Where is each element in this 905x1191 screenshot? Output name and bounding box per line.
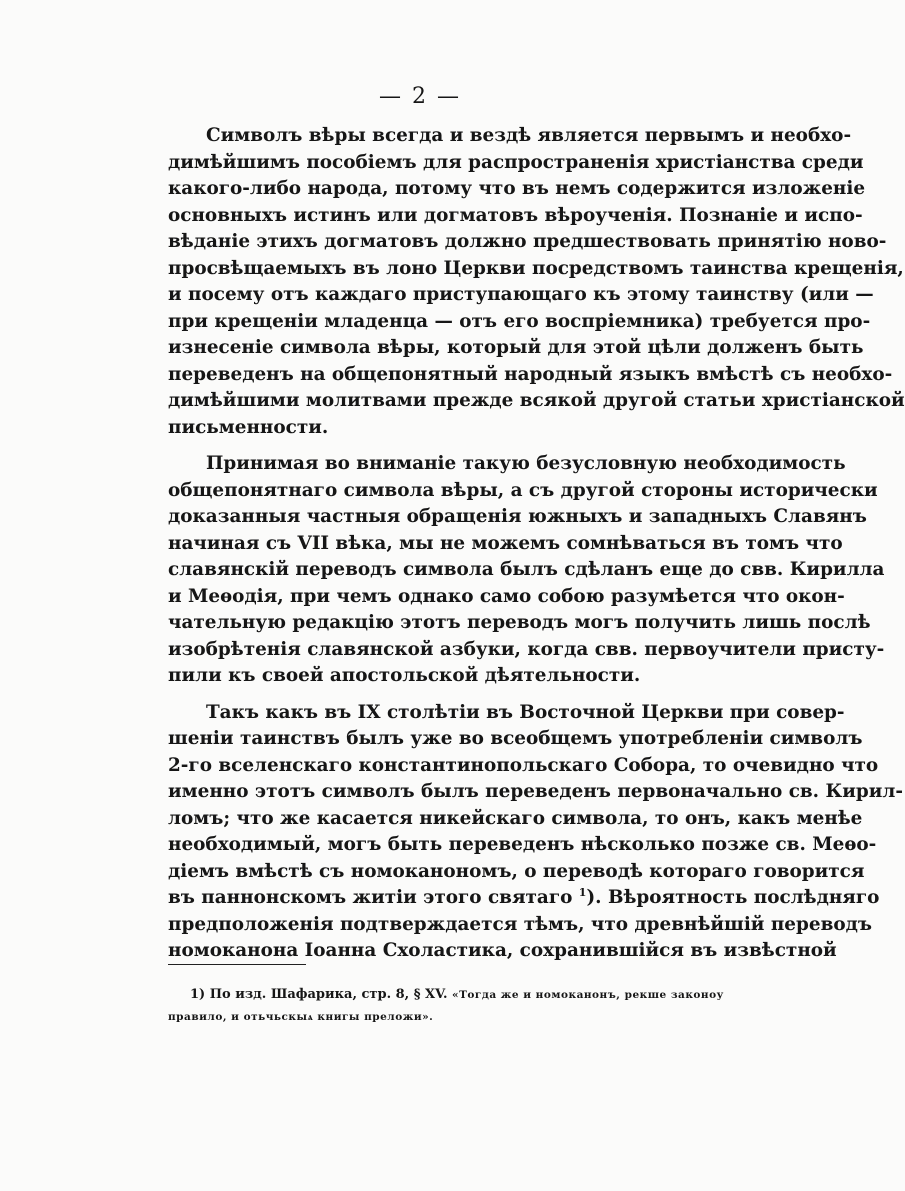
text-line: необходимый, могъ быть переведенъ нѣсколько позже св. Меѳо- [168,834,877,855]
text-line: общепонятнаго символа вѣры, а съ другой стороны исторически [168,479,878,501]
text-line: Принимая во вниманіе такую безусловную необходимость [206,453,846,474]
text-line: при крещеніи младенца — отъ его воспріемника) требуется про- [168,310,871,332]
text-line: славянскій переводъ символа былъ сдѣланъ еще до свв. Кирилла [168,559,885,580]
footnote-marker[interactable]: 1 [578,885,587,899]
page-number: — 2 — [379,84,461,109]
text-line-with-footnote [168,885,880,912]
text-line: доказанныя частныя обращенія южныхъ и западныхъ Славянъ [168,506,867,527]
text-line: номоканона Іоанна Схоластика, сохранившійся въ извѣстной [168,940,837,961]
main-text [168,123,905,965]
text-segment: въ паннонскомъ житіи этого святаго [168,887,573,908]
text-line: какого-либо народа, потому что въ немъ содержится изложеніе [168,178,866,199]
footnote-quote: «Тогда же и номоканонъ, рекше законоу [452,989,724,1001]
paragraph-1 [168,123,905,441]
text-line: 2-го вселенскаго константинопольскаго Собора, то очевидно что [168,754,879,776]
footnote [168,984,728,1028]
text-line: изнесеніе символа вѣры, который для этой цѣли долженъ быть [168,337,864,358]
text-line: именно этотъ символъ былъ переведенъ первоначально св. Кирил- [168,781,903,802]
text-line: основныхъ истинъ или догматовъ вѣроученія. Познаніе и испо- [168,204,863,226]
text-line: ломъ; что же касается никейскаго символа, то онъ, какъ менѣе [168,807,863,829]
text-segment: ). Вѣроятность послѣдняго [586,887,880,908]
paragraph-3 [168,700,903,965]
text-line: шеніи таинствъ былъ уже во всеобщемъ употребленіи символъ [168,728,863,749]
text-line: чательную редакцію этотъ переводъ могъ получить лишь послѣ [168,612,871,633]
text-line: вѣданіе этихъ догматовъ должно предшествовать принятію ново- [168,231,887,252]
footnote-reference: По изд. Шафарика, стр. 8, § XV. [209,987,448,1002]
text-line: начиная съ VII вѣка, мы не можемъ сомнѣваться въ томъ что [168,532,843,554]
text-line: предположенія подтверждается тѣмъ, что древнѣйшій переводъ [168,913,872,935]
text-line: просвѣщаемыхъ въ лоно Церкви посредствомъ таинства крещенія, [168,257,904,279]
text-line: Символъ вѣры всегда и вездѣ является первымъ и необхо- [206,125,852,146]
text-line: димѣйшими молитвами прежде всякой другой статьи христіанской [168,390,905,411]
text-line: пили къ своей апостольской дѣятельности. [168,665,641,686]
text-line: діемъ вмѣстѣ съ номоканономъ, о переводѣ котораго говорится [168,860,865,882]
text-line: письменности. [168,416,329,438]
footnote-divider [168,964,306,965]
footnote-quote-continued: правило, и отьчьскыѧ книгы преложи». [168,1011,434,1023]
paragraph-2 [168,451,885,690]
footnote-number: 1) [190,987,206,1002]
text-line: и Меѳодія, при чемъ однако само собою разумѣется что окон- [168,585,845,607]
text-line: Такъ какъ въ IX столѣтіи въ Восточной Церкви при совер- [206,701,845,723]
text-line: переведенъ на общепонятный народный языкъ вмѣстѣ съ необхо- [168,363,893,385]
text-line: и посему отъ каждаго приступающаго къ этому таинству (или — [168,284,874,305]
text-line: димѣйшимъ пособіемъ для распространенія христіанства среди [168,151,864,173]
footnote-line [168,984,728,1006]
text-line: изобрѣтенія славянской азбуки, когда свв. первоучители присту- [168,638,885,660]
